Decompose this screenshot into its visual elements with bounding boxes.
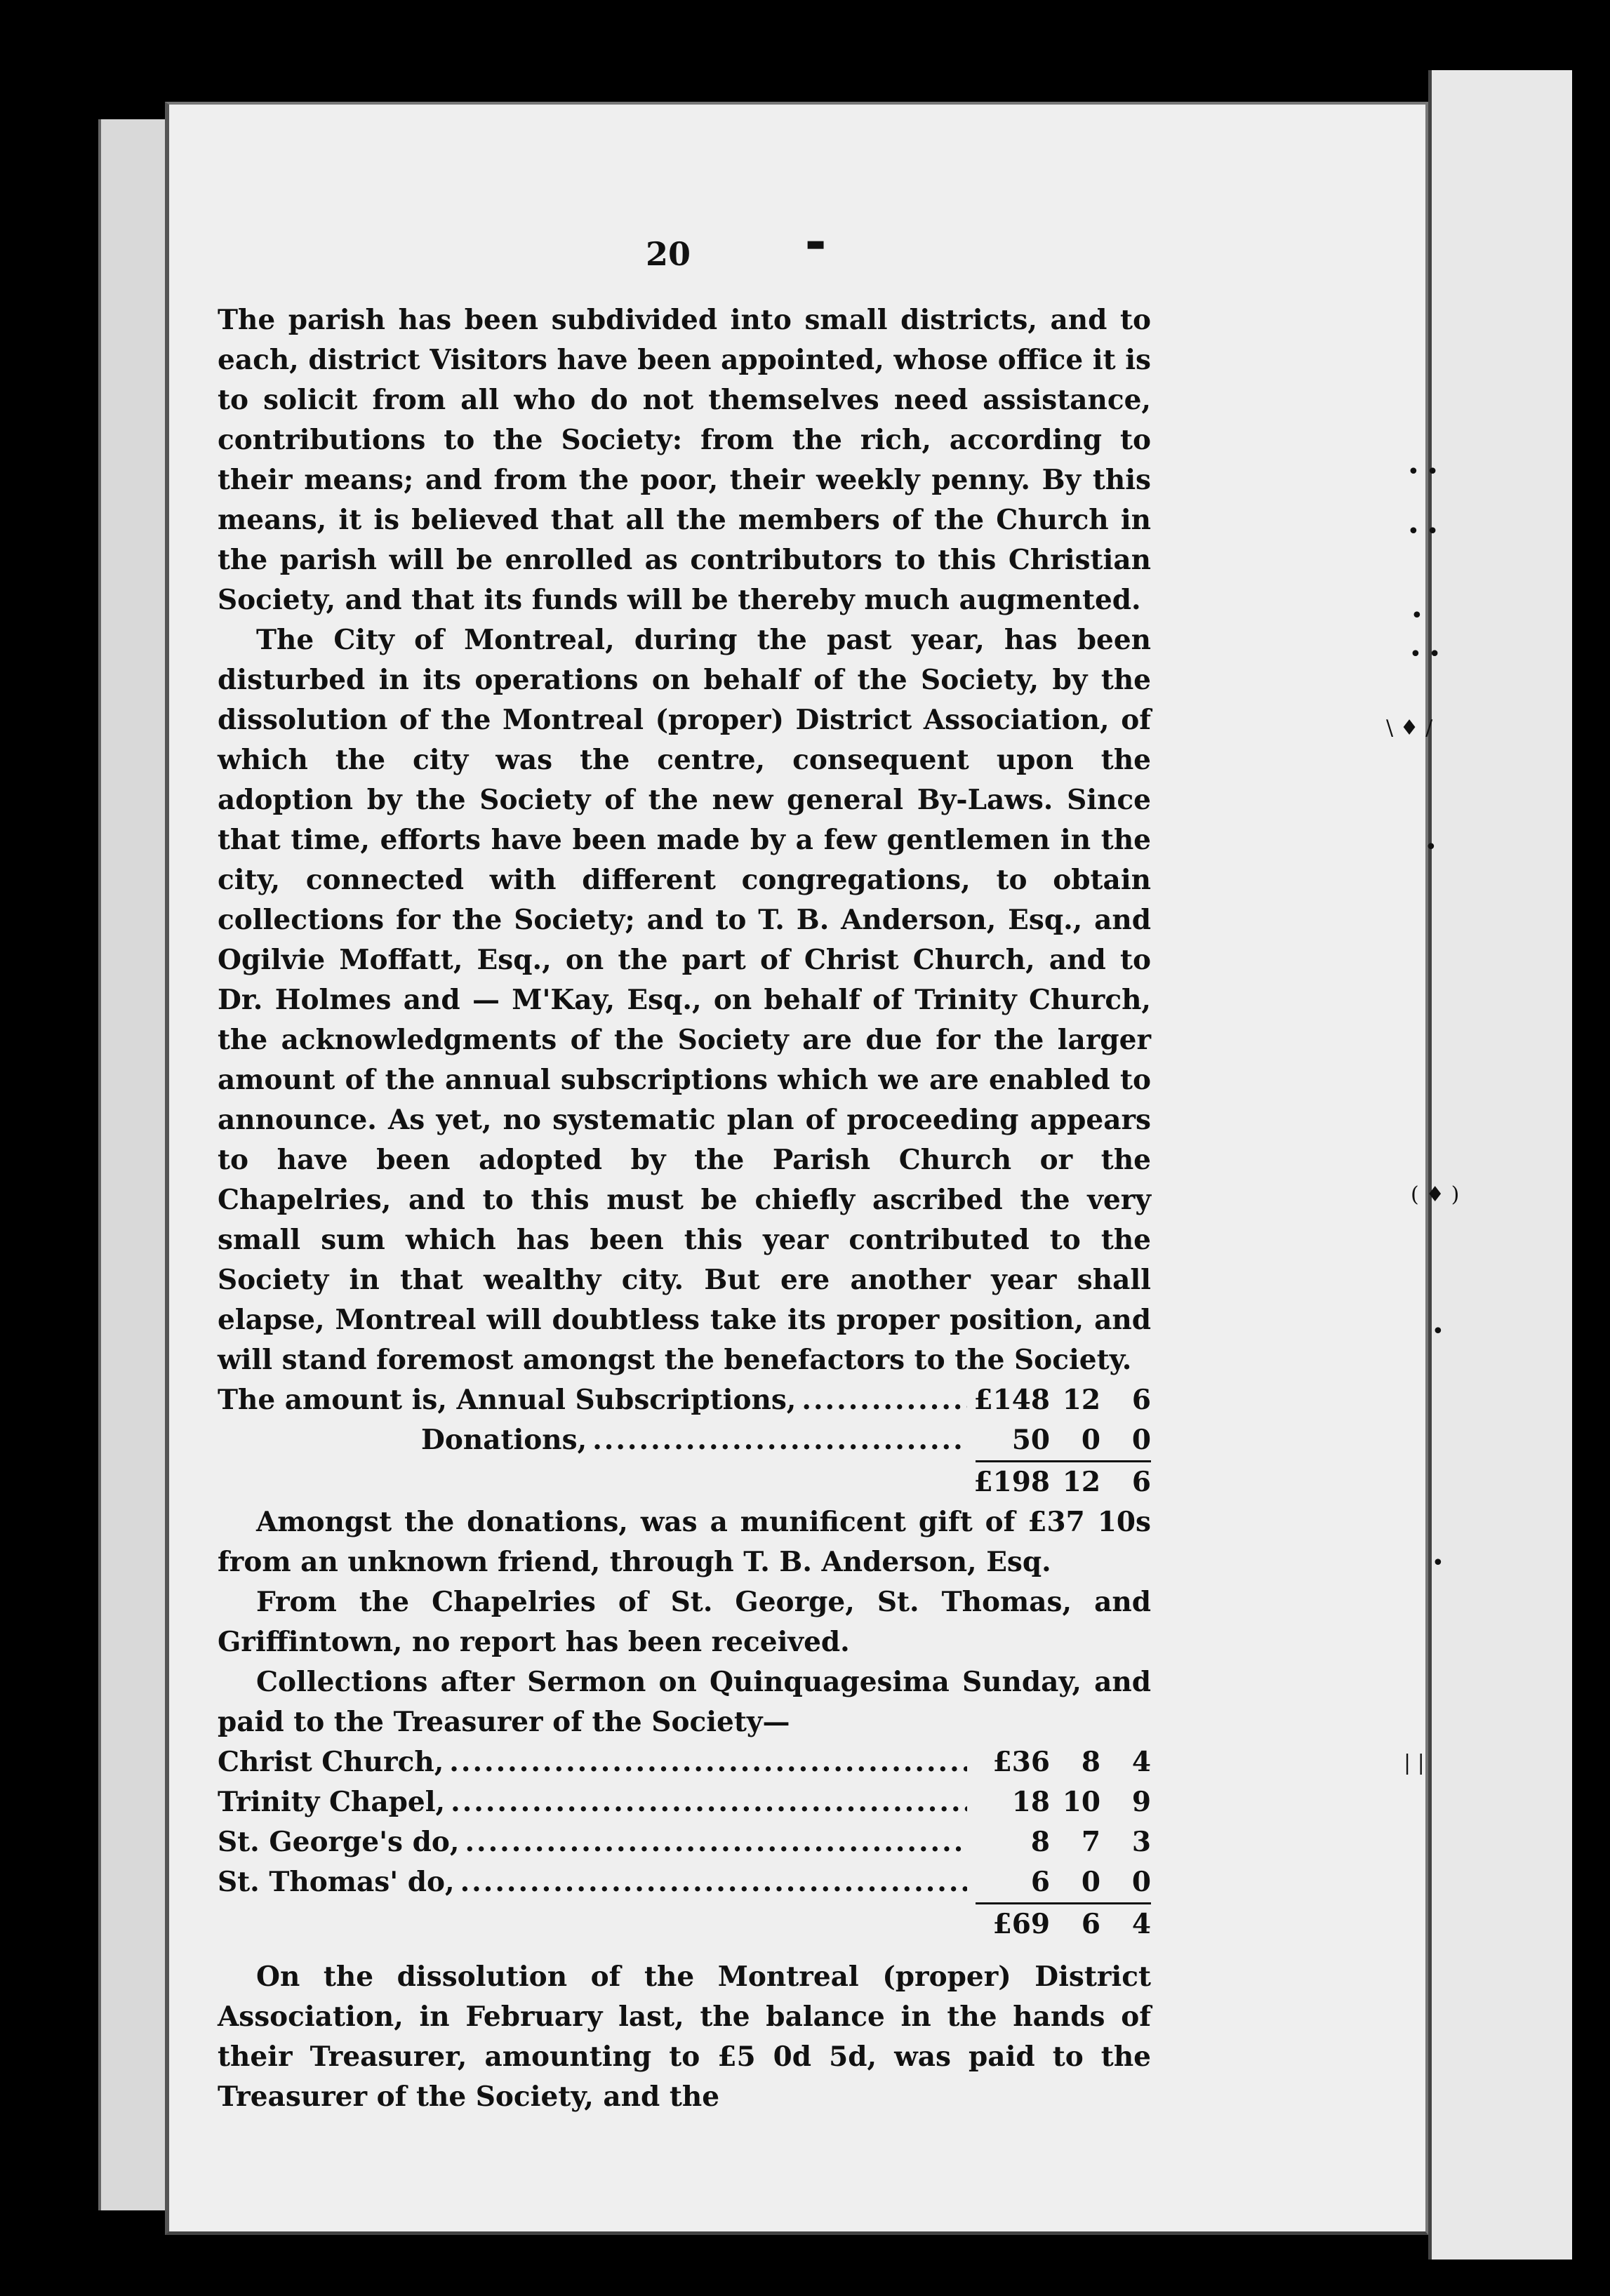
collections-table: [218, 1742, 1151, 1944]
pounds: 6: [1030, 1866, 1050, 1898]
total-pence: 6: [1131, 1466, 1151, 1498]
pounds: £36: [992, 1746, 1050, 1778]
margin-mark: •: [1411, 603, 1423, 628]
margin-mark: •: [1432, 1319, 1444, 1344]
total-pounds: £198: [973, 1466, 1050, 1498]
leader-dots: [592, 1420, 967, 1460]
left-gutter: [98, 119, 168, 2210]
total-pence: 4: [1131, 1908, 1151, 1940]
adjacent-page-edge: [1428, 70, 1572, 2260]
row-label: Donations,: [421, 1424, 587, 1456]
paragraph-dissolution: On the dissolution of the Montreal (proper) District Association, in February last, the balance in the hands of their Treasurer, amounting to £5 0d 5d, was paid to the Treasurer of the Society, and the: [218, 1961, 1151, 2113]
pounds: 50: [1011, 1424, 1050, 1456]
row-amount: [973, 1862, 1151, 1902]
shillings: 12: [1062, 1384, 1100, 1416]
margin-mark: • •: [1409, 642, 1441, 667]
pence: 9: [1131, 1786, 1151, 1818]
ink-mark: ▬: [806, 232, 826, 256]
pence: 0: [1131, 1866, 1151, 1898]
row-amount: [973, 1420, 1151, 1460]
margin-mark: • •: [1407, 519, 1439, 544]
row-amount: [973, 1782, 1151, 1822]
row-label: St. George's do,: [218, 1826, 460, 1858]
shillings: 0: [1081, 1424, 1100, 1456]
table-row: [218, 1782, 1151, 1822]
table-row: [218, 1742, 1151, 1782]
margin-mark: •: [1425, 835, 1437, 860]
margin-mark: ( ♦ ): [1411, 1182, 1460, 1207]
total-row: [218, 1904, 1151, 1944]
total-row: [218, 1462, 1151, 1502]
table-row: [218, 1380, 1151, 1420]
row-label: Christ Church,: [218, 1746, 444, 1778]
table-row: [218, 1822, 1151, 1862]
row-amount: [973, 1742, 1151, 1782]
row-label: The amount is, Annual Subscriptions,: [218, 1384, 797, 1416]
pence: 3: [1131, 1826, 1151, 1858]
page-number: 20: [646, 235, 691, 273]
leader-dots: [465, 1822, 967, 1862]
margin-mark: • •: [1407, 460, 1439, 484]
paragraph-chapelries: From the Chapelries of St. George, St. Thomas, and Griffintown, no report has been received.: [218, 1586, 1151, 1658]
paragraph-montreal: The City of Montreal, during the past year, has been disturbed in its operations on behalf of the Society, by the dissolution of the Montreal (proper) District Association, of which the city was the centre, consequent upon the adoption by the Society of the new general By-Laws. Since that time, efforts have been made by a few gentlemen in the city, connected with different congregations, to obtain collections for the Society; and to T. B. Anderson, Esq., and Ogilvie Moffatt, Esq., on the part of Christ Church, and to Dr. Holmes and — M'Kay, Esq., on behalf of Trinity Church, the acknowledgments of the Society are due for the larger amount of the annual subscriptions which we are enabled to announce. As yet, no systematic plan of proceeding appears to have been adopted by the Parish Church or the Chapelries, and to this must be chiefly ascribed the very small sum which has been this year contributed to the Society in that wealthy city. But ere another year shall elapse, Montreal will doubtless take its proper position, and will stand foremost amongst the benefactors to the Society.: [218, 624, 1151, 1376]
leader-dots: [801, 1380, 967, 1420]
pounds: £148: [973, 1384, 1050, 1416]
paragraph-donations: Amongst the donations, was a munificent gift of £37 10s from an unknown friend, through T. B. Anderson, Esq.: [218, 1506, 1151, 1578]
pence: 4: [1131, 1746, 1151, 1778]
total-shillings: 6: [1081, 1908, 1100, 1940]
total-shillings: 12: [1062, 1466, 1100, 1498]
body-text: [218, 300, 1151, 2117]
margin-mark: \ ♦ /: [1386, 716, 1433, 740]
pounds: 8: [1030, 1826, 1050, 1858]
table-row: [218, 1420, 1151, 1460]
shillings: 7: [1081, 1826, 1100, 1858]
margin-mark: •: [1432, 1551, 1444, 1575]
total-pounds: £69: [992, 1908, 1050, 1940]
paragraph-collections: Collections after Sermon on Quinquagesima Sunday, and paid to the Treasurer of the Society—: [218, 1666, 1151, 1738]
row-amount: [973, 1822, 1151, 1862]
paragraph-districts: The parish has been subdivided into small districts, and to each, district Visitors have been appointed, whose office it is to solicit from all who do not themselves need assistance, contributions to the Society: from the rich, according to their means; and from the poor, their weekly penny. By this means, it is believed that all the members of the Church in the parish will be enrolled as contributors to this Christian Society, and that its funds will be thereby much augmented.: [218, 304, 1151, 616]
subscriptions-table: [218, 1380, 1151, 1502]
margin-mark: | |: [1404, 1751, 1425, 1775]
row-amount: [973, 1380, 1151, 1420]
leader-dots: [451, 1782, 967, 1822]
leader-dots: [460, 1862, 967, 1902]
shillings: 10: [1062, 1786, 1100, 1818]
leader-dots: [449, 1742, 967, 1782]
pence: 6: [1131, 1384, 1151, 1416]
shillings: 0: [1081, 1866, 1100, 1898]
pence: 0: [1131, 1424, 1151, 1456]
shillings: 8: [1081, 1746, 1100, 1778]
table-row: [218, 1862, 1151, 1902]
row-label: Trinity Chapel,: [218, 1786, 446, 1818]
pounds: 18: [1011, 1786, 1050, 1818]
row-label: St. Thomas' do,: [218, 1866, 455, 1898]
